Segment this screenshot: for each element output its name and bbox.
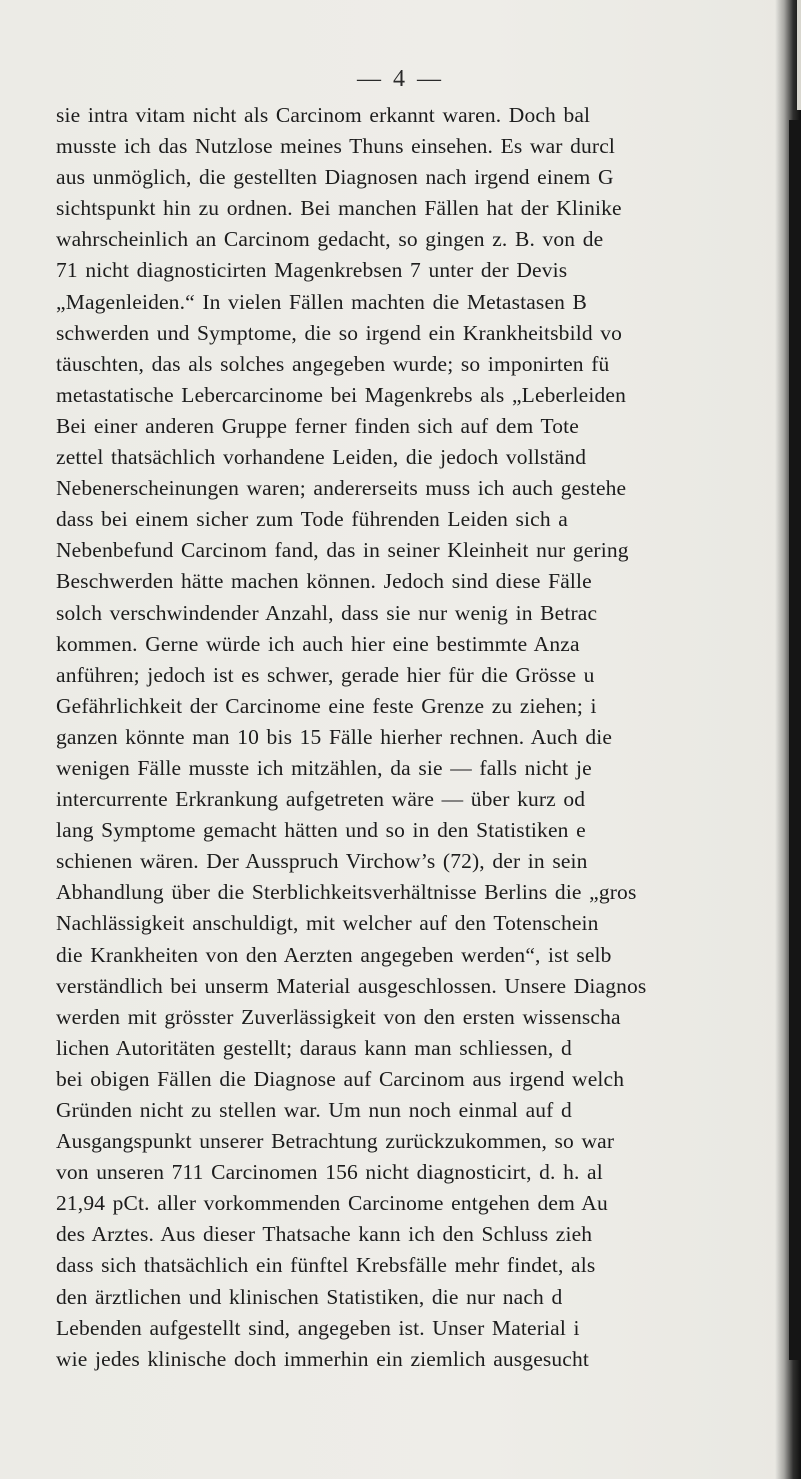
- body-text: [56, 100, 801, 1375]
- text-line: wahrscheinlich an Carcinom gedacht, so gingen z. B. von de: [56, 227, 604, 252]
- text-line: Bei einer anderen Gruppe ferner finden sich auf dem Tote: [56, 413, 579, 438]
- text-line: bei obigen Fällen die Diagnose auf Carcinom aus irgend welch: [56, 1066, 625, 1091]
- text-line: intercurrente Erkrankung aufgetreten wäre — über kurz od: [56, 787, 586, 812]
- text-line: des Arztes. Aus dieser Thatsache kann ich den Schluss zieh: [56, 1222, 593, 1247]
- text-line: solch verschwindender Anzahl, dass sie nur wenig in Betrac: [56, 600, 598, 625]
- text-line: zettel thatsächlich vorhandene Leiden, die jedoch vollständ: [56, 445, 587, 470]
- text-line: 21,94 pCt. aller vorkommenden Carcinome entgehen dem Au: [56, 1191, 608, 1216]
- text-line: sie intra vitam nicht als Carcinom erkannt waren. Doch bal: [56, 103, 591, 127]
- page-edge-highlight: [797, 0, 801, 110]
- text-line: aus unmöglich, die gestellten Diagnosen nach irgend einem G: [56, 165, 614, 190]
- text-line: von unseren 711 Carcinomen 156 nicht diagnosticirt, d. h. al: [56, 1160, 603, 1185]
- text-line: lichen Autoritäten gestellt; daraus kann man schliessen, d: [56, 1035, 572, 1060]
- text-line: schwerden und Symptome, die so irgend ein Krankheitsbild vo: [56, 320, 623, 345]
- text-line: wenigen Fälle musste ich mitzählen, da sie — falls nicht je: [56, 755, 592, 780]
- text-line: Gründen nicht zu stellen war. Um nun noch einmal auf d: [56, 1098, 572, 1122]
- text-line: anführen; jedoch ist es schwer, gerade hier für die Grösse u: [56, 662, 595, 687]
- text-line: Nebenerscheinungen waren; andererseits muss ich auch gestehe: [56, 476, 627, 501]
- text-line: Abhandlung über die Sterblichkeitsverhältnisse Berlins die „gros: [56, 880, 637, 905]
- text-line: täuschten, das als solches angegeben wurde; so imponirten fü: [56, 351, 610, 376]
- text-line: werden mit grösster Zuverlässigkeit von den ersten wissenscha: [56, 1004, 621, 1029]
- text-line: ganzen könnte man 10 bis 15 Fälle hierher rechnen. Auch die: [56, 724, 613, 749]
- text-line: Beschwerden hätte machen können. Jedoch sind diese Fälle: [56, 569, 592, 594]
- text-line: Ausgangspunkt unserer Betrachtung zurückzukommen, so war: [56, 1129, 615, 1154]
- text-line: Lebenden aufgestellt sind, angegeben ist. Unser Material i: [56, 1315, 580, 1340]
- text-line: Nebenbefund Carcinom fand, das in seiner Kleinheit nur gering: [56, 538, 629, 563]
- text-line: 71 nicht diagnosticirten Magenkrebsen 7 unter der Devis: [56, 258, 568, 283]
- text-line: dass sich thatsächlich ein fünftel Krebsfälle mehr findet, als: [56, 1253, 596, 1278]
- text-line: verständlich bei unserm Material ausgeschlossen. Unsere Diagnos: [56, 973, 647, 998]
- text-line: schienen wären. Der Ausspruch Virchow’s (72), der in sein: [56, 849, 588, 874]
- page-binding-edge: [789, 120, 801, 1360]
- text-line: musste ich das Nutzlose meines Thuns einsehen. Es war durcl: [56, 134, 616, 159]
- text-line: metastatische Lebercarcinome bei Magenkrebs als „Leberleiden: [56, 382, 626, 407]
- text-line: „Magenleiden.“ In vielen Fällen machten die Metastasen B: [56, 289, 588, 314]
- text-line: lang Symptome gemacht hätten und so in den Statistiken e: [56, 818, 586, 843]
- page-number-header: — 4 —: [357, 66, 444, 92]
- text-line: sichtspunkt hin zu ordnen. Bei manchen Fällen hat der Klinike: [56, 196, 622, 221]
- text-line: wie jedes klinische doch immerhin ein ziemlich ausgesucht: [56, 1346, 590, 1371]
- text-line: kommen. Gerne würde ich auch hier eine bestimmte Anza: [56, 631, 580, 656]
- text-line: den ärztlichen und klinischen Statistiken, die nur nach d: [56, 1284, 563, 1309]
- text-line: dass bei einem sicher zum Tode führenden Leiden sich a: [56, 507, 568, 532]
- text-line: die Krankheiten von den Aerzten angegeben werden“, ist selb: [56, 942, 612, 967]
- text-line: Nachlässigkeit anschuldigt, mit welcher auf den Totenschein: [56, 911, 599, 936]
- text-line: Gefährlichkeit der Carcinome eine feste Grenze zu ziehen; i: [56, 693, 597, 718]
